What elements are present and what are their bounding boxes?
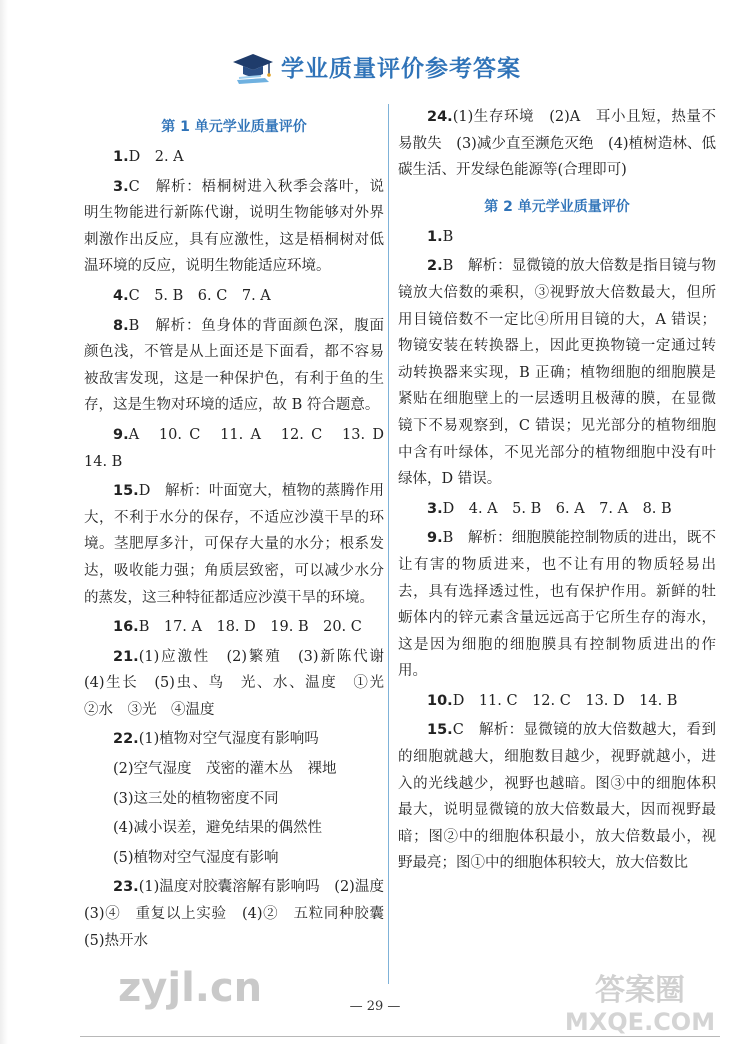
answer-item [398, 253, 716, 492]
answer-item [84, 845, 384, 872]
answer-text: D 解析：叶面宽大，植物的蒸腾作用大，不利于水分的保存，不适应沙漠干旱的环境。茎肥厚多汁，可保存大量的水分；根系发达，吸收能力强；角质层致密，可以减少水分的蒸发，这三种特征都适应沙漠干旱的环境。 [84, 483, 384, 606]
answer-item [398, 496, 716, 523]
answer-text: (2)空气湿度 茂密的灌木丛 裸地 [113, 761, 337, 778]
answer-text: (1)植物对空气湿度有影响吗 [138, 731, 319, 748]
answer-text: (4)减小误差，避免结果的偶然性 [113, 820, 323, 837]
watermark-logo-top: 答案圈 [595, 973, 685, 1008]
answer-item [398, 688, 716, 715]
section-title-unit-1: 第 1 单元学业质量评价 [161, 119, 307, 135]
bottom-rule [80, 1036, 720, 1037]
answer-item [84, 313, 384, 419]
answer-number: 9. [427, 530, 443, 547]
right-column [398, 104, 716, 880]
answer-text: (1)生存环境 (2)A 耳小且短，热量不易散失 (3)减少直至濒危灭绝 (4)植树造林、低碳生活、开发绿色能源等(合理即可) [398, 109, 716, 179]
answer-list-unit-1 [84, 144, 399, 954]
answer-text: B 解析：鱼身体的背面颜色深，腹面颜色浅，不管是从上面还是下面看，都不容易被敌害发现，这是一种保护色，有利于鱼的生存，这是生物对环境的适应，故 B 符合题意。 [84, 317, 384, 414]
answer-item [84, 815, 384, 842]
answer-text: C 解析：梧桐树进入秋季会落叶，说明生物能进行新陈代谢，说明生物能够对外界刺激作出反应，具有应激性，这是梧桐树对低温环境的反应，说明生物能适应环境。 [84, 178, 384, 275]
answer-number: 23. [113, 879, 139, 896]
answer-text: A 10. C 11. A 12. C 13. D 14. B [84, 426, 399, 470]
answer-number: 3. [427, 500, 443, 517]
answer-text: C 解析：显微镜的放大倍数越大，看到的细胞就越大，细胞数目越少，视野就越小，进入的光线越少，视野也越暗。图③中的细胞体积最大，说明显微镜的放大倍数最大，因而视野最暗；图②中的细胞体积最小，放大倍数最小，视野最亮；图①中的细胞体积较大，放大倍数比 [398, 722, 716, 872]
answer-item [84, 726, 384, 753]
graduation-cap-icon [229, 46, 277, 86]
answer-number: 24. [427, 109, 453, 125]
answer-text: (1)温度对胶囊溶解有影响吗 (2)温度 (3)④ 重复以上实验 (4)② 五粒同种胶囊 (5)热开水 [84, 879, 399, 949]
answer-number: 9. [113, 426, 129, 443]
column-divider [388, 104, 389, 984]
answer-list-unit-1-continued [398, 104, 716, 184]
page-number: — 29 — [349, 999, 401, 1014]
answer-text: D 2. A [128, 149, 184, 165]
answer-text: B 解析：显微镜的放大倍数是指目镜与物镜放大倍数的乘积，③视野放大倍数最大，但所用目镜倍数不一定比④所用目镜的大，A 错误；物镜安装在转换器上，因此更换物镜一定通过转动转换器来实现，B 正确；植物细胞的细胞膜是紧贴在细胞壁上的一层透明且极薄的膜，在显微镜下不易观察到，C 错误；见光部分的植物细胞中含有叶绿体，不见光部分的植物细胞中没有叶绿体，D 错误。 [398, 258, 716, 488]
answer-item [84, 283, 384, 310]
answer-text: D 11. C 12. C 13. D 14. B [452, 692, 678, 709]
answer-text: B 17. A 18. D 19. B 20. C [138, 619, 362, 636]
answer-number: 15. [113, 483, 139, 500]
answer-number: 16. [113, 619, 139, 636]
answer-item [84, 614, 384, 641]
answer-number: 2. [427, 258, 443, 275]
answer-number: 3. [113, 178, 129, 195]
answer-number: 10. [427, 692, 453, 709]
answer-item [398, 224, 716, 251]
answer-item [398, 104, 716, 184]
answer-text: (5)植物对空气湿度有影响 [113, 849, 279, 866]
answer-text: D 4. A 5. B 6. A 7. A 8. B [442, 500, 672, 517]
answer-item [84, 144, 384, 171]
left-column [84, 104, 399, 957]
answer-item [84, 644, 399, 724]
answer-item [398, 525, 716, 685]
answer-item [84, 174, 384, 280]
page-edge-shadow [0, 0, 8, 1044]
watermark-left: zyjl.cn [118, 965, 263, 1011]
answer-text: (1)应激性 (2)繁殖 (3)新陈代谢 (4)生长 (5)虫、鸟 光、水、温度 ①光 ②水 ③光 ④温度 [84, 648, 399, 718]
answer-item [84, 874, 399, 954]
answer-number: 22. [113, 731, 139, 748]
answer-text: B 解析：细胞膜能控制物质的进出，既不让有害的物质进来，也不让有用的物质轻易出去，具有选择透过性，也有保护作用。新鲜的牡蛎体内的锌元素含量远远高于它所生存的海水，这是因为细胞的细胞膜具有控制物质进出的作用。 [398, 530, 716, 680]
answer-number: 21. [113, 648, 139, 665]
answer-text: C 5. B 6. C 7. A [128, 287, 271, 304]
answer-text: B [442, 228, 454, 245]
page-title: 学业质量评价参考答案 [281, 55, 521, 82]
answer-number: 1. [427, 228, 443, 245]
answer-item [84, 756, 384, 783]
answer-number: 8. [113, 317, 129, 334]
answer-item [398, 717, 716, 877]
answer-item [84, 478, 384, 611]
answer-item [84, 786, 384, 813]
answer-item [84, 422, 399, 475]
answer-number: 15. [427, 722, 453, 739]
answer-number: 4. [113, 287, 129, 304]
answer-text: (3)这三处的植物密度不同 [113, 790, 279, 807]
answer-number: 1. [113, 149, 129, 165]
watermark-logo-bottom: MXQE.COM [564, 1008, 716, 1036]
section-title-unit-2: 第 2 单元学业质量评价 [484, 198, 630, 215]
page-header [0, 38, 750, 94]
answer-list-unit-2 [398, 224, 716, 877]
